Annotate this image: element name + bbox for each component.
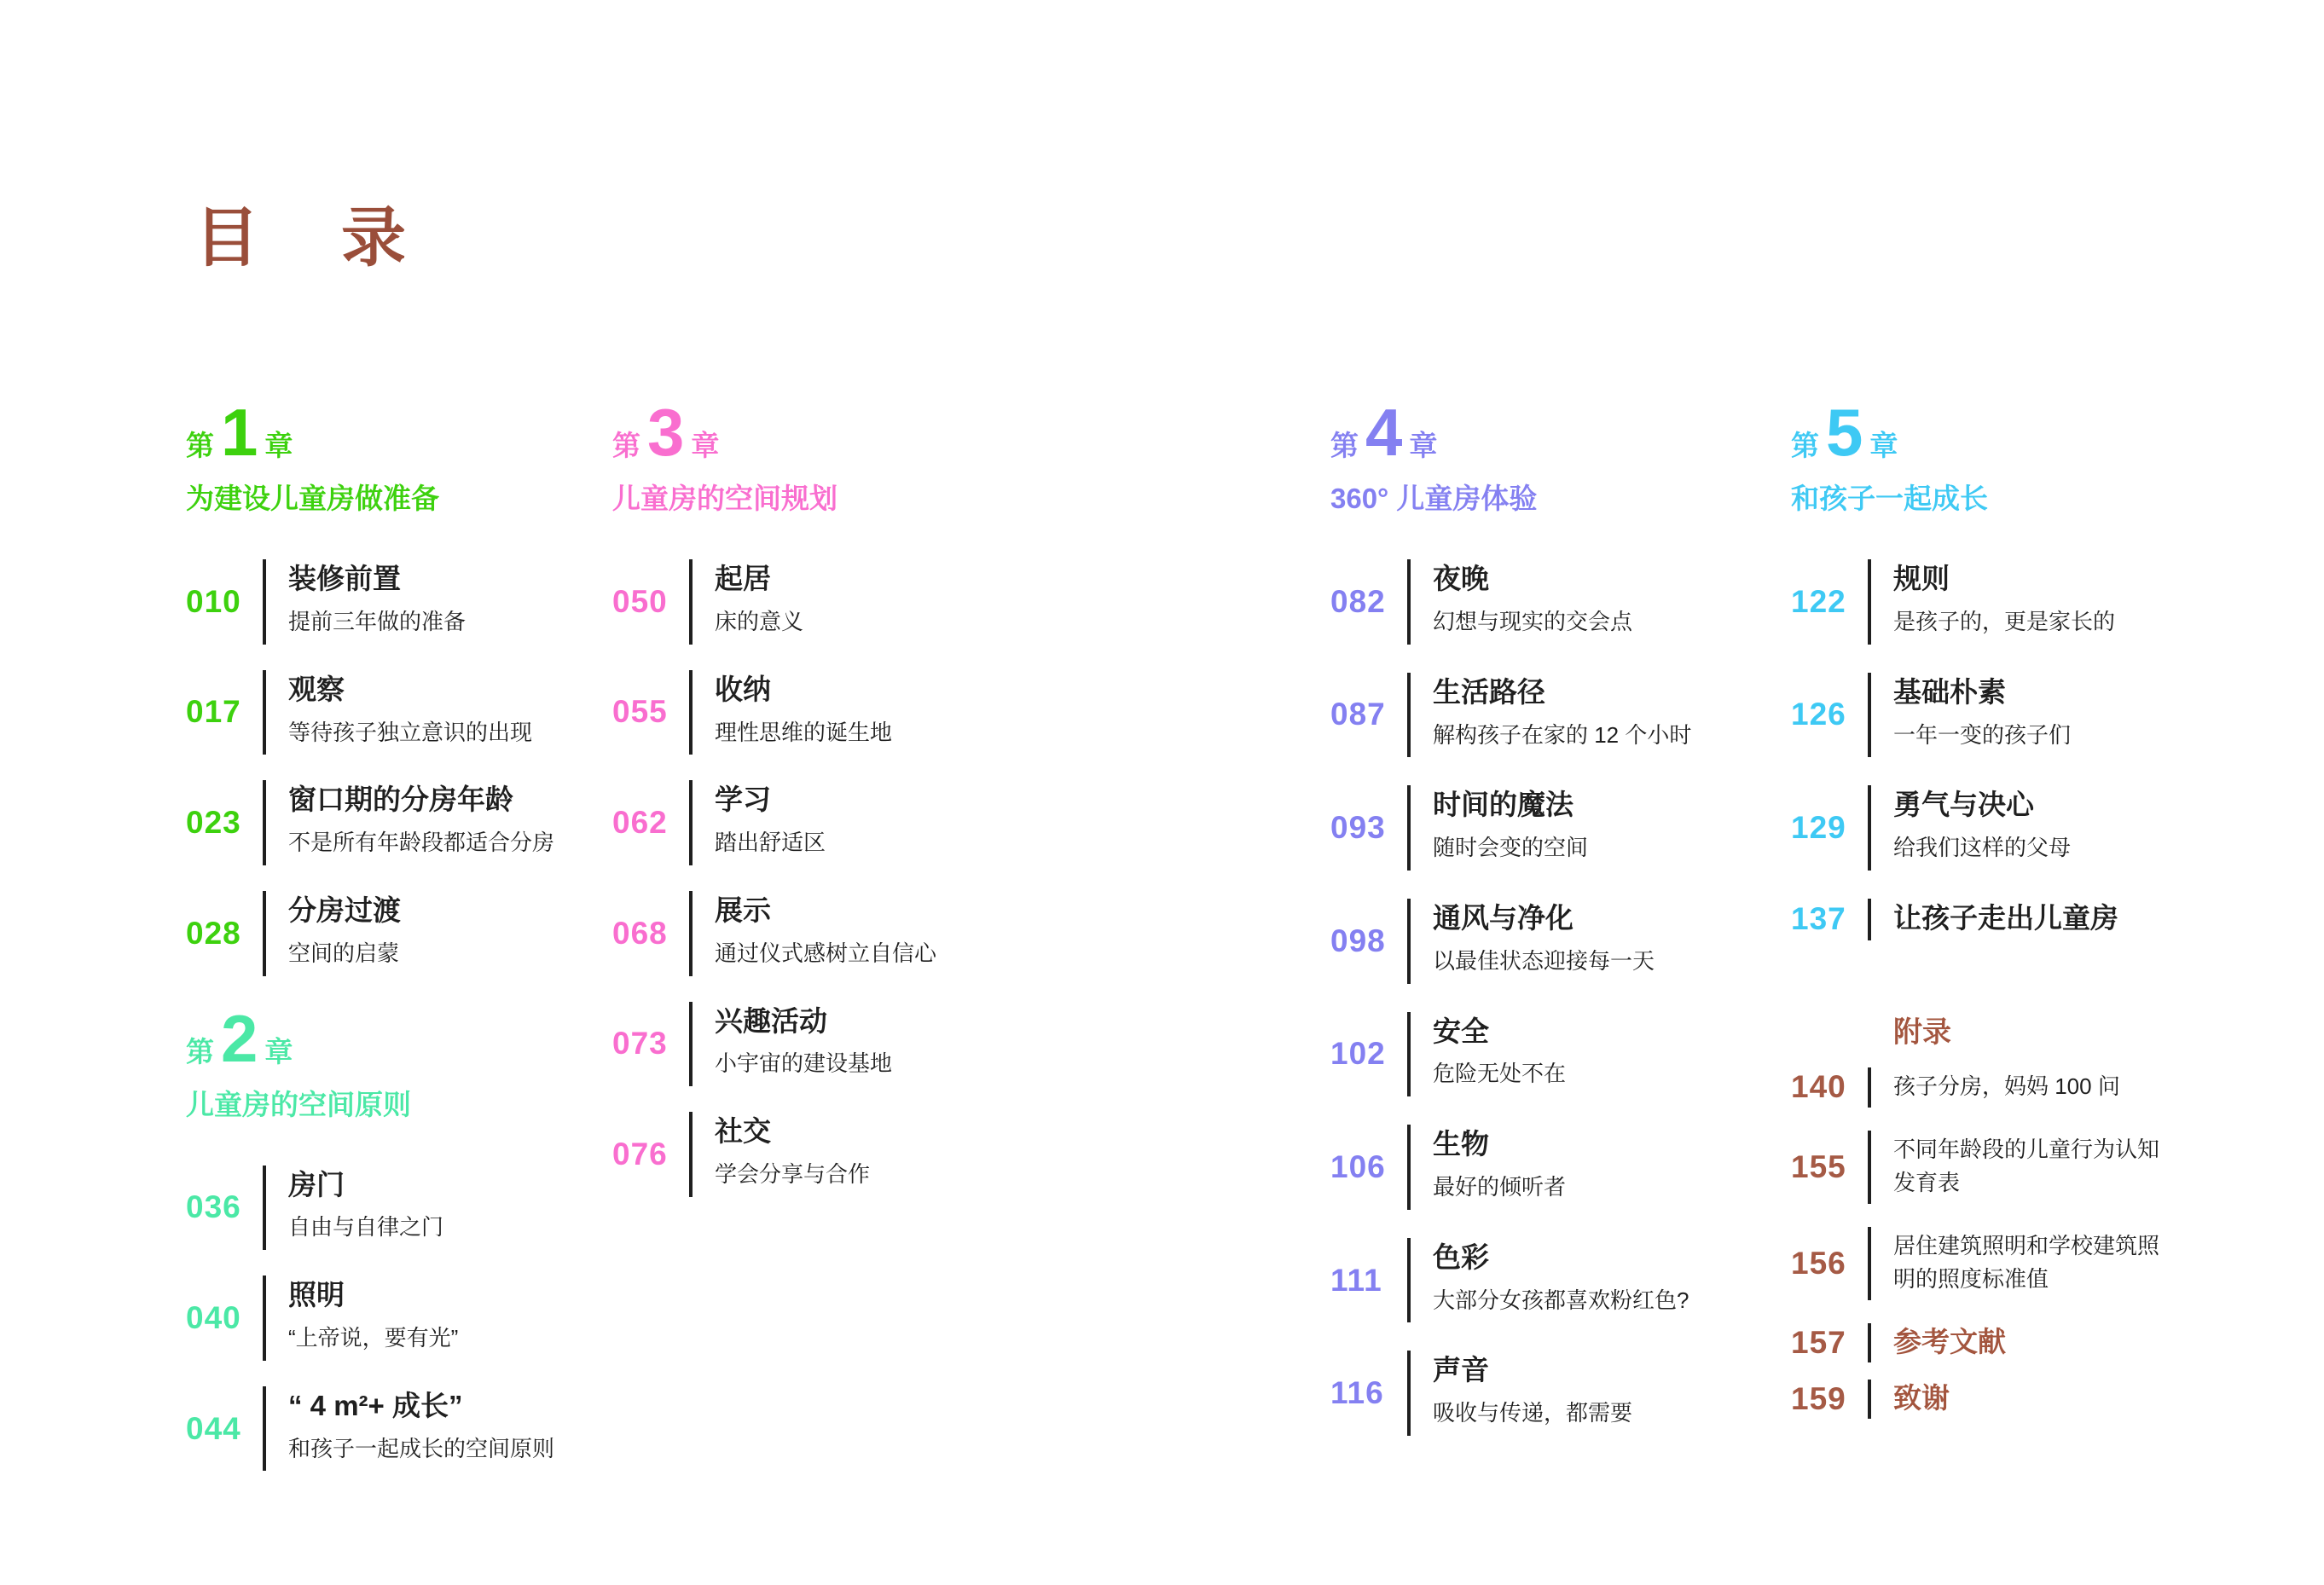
- entry-text: [1868, 1067, 2173, 1108]
- page-number: 157: [1791, 1324, 1846, 1360]
- toc-entry: [612, 1002, 1013, 1087]
- toc-entry: [186, 1166, 587, 1251]
- entry-text: [689, 559, 1013, 645]
- entry-text: [689, 1002, 1013, 1087]
- chapter-5-header: [1791, 395, 2173, 517]
- page-number: 098: [1330, 923, 1386, 958]
- entry-title: 生物: [1433, 1128, 1489, 1160]
- chapter-prefix: 第: [612, 430, 640, 461]
- page-number: 155: [1791, 1148, 1846, 1184]
- chapter-suffix: 章: [264, 430, 293, 461]
- entry-subtitle: 解构孩子在家的 12 个小时: [1433, 721, 1692, 748]
- entry-title: 起居: [715, 563, 771, 594]
- entry-text: [263, 670, 587, 755]
- page-number: 093: [1330, 810, 1386, 846]
- entry-subtitle: 大部分女孩都喜欢粉红色?: [1433, 1287, 1689, 1313]
- chapter-label: [1330, 395, 1795, 470]
- entry-subtitle: 理性思维的诞生地: [715, 719, 893, 745]
- appendix-entry: [1791, 1067, 2173, 1108]
- toc-entry: [1330, 673, 1795, 758]
- entry-title: 窗口期的分房年龄: [288, 784, 513, 816]
- chapter-2-entries: [186, 1166, 587, 1472]
- toc-entry: [186, 670, 587, 755]
- appendix-entry-text: 居住建筑照明和学校建筑照明的照度标准值: [1893, 1232, 2160, 1292]
- chapter-number: 4: [1365, 395, 1403, 470]
- entry-subtitle: “上帝说，要有光”: [288, 1325, 459, 1351]
- toc-entry: [612, 891, 1013, 976]
- entry-title: 学习: [715, 784, 771, 816]
- page-number: 028: [186, 915, 241, 951]
- toc-column-1: [186, 395, 587, 1496]
- chapter-label: [186, 1000, 587, 1076]
- chapter-4: [1330, 395, 1795, 1436]
- page-number: 068: [612, 915, 668, 951]
- chapter-2-header: [186, 1000, 587, 1123]
- chapter-suffix: 章: [1869, 430, 1898, 461]
- entry-title: 让孩子走出儿童房: [1893, 901, 2118, 934]
- chapter-3: [612, 395, 1013, 1197]
- page-number: 106: [1330, 1148, 1386, 1184]
- chapter-title: 为建设儿童房做准备: [186, 483, 439, 514]
- entry-title: 收纳: [715, 673, 771, 705]
- entry-title: 规则: [1893, 563, 1950, 594]
- toc-entry: [186, 780, 587, 865]
- toc-entry: [1330, 785, 1795, 871]
- page-number: 040: [186, 1299, 241, 1335]
- page-number: 073: [612, 1026, 668, 1061]
- entry-title: 生活路径: [1433, 675, 1545, 708]
- page-number: 087: [1330, 697, 1386, 732]
- entry-title: 声音: [1433, 1354, 1489, 1386]
- toc-entry: [186, 1386, 587, 1472]
- entry-subtitle: 和孩子一起成长的空间原则: [288, 1435, 555, 1461]
- appendix-entry-text: 致谢: [1893, 1381, 1950, 1414]
- entry-subtitle: 床的意义: [715, 608, 804, 634]
- appendix-section: [1791, 1009, 2173, 1419]
- appendix-entry-text: 参考文献: [1893, 1325, 2006, 1357]
- entry-subtitle: 最好的倾听者: [1433, 1174, 1567, 1200]
- page-number: 010: [186, 583, 241, 619]
- entry-title: 兴趣活动: [715, 1004, 827, 1037]
- appendix-entry: [1791, 1227, 2173, 1300]
- page-number: 023: [186, 805, 241, 841]
- chapter-prefix: 第: [186, 1035, 214, 1067]
- entry-title: “ 4 m²+ 成长”: [288, 1389, 463, 1421]
- entry-title: 基础朴素: [1893, 675, 2006, 708]
- entry-title: 安全: [1433, 1015, 1489, 1047]
- page-number: 156: [1791, 1245, 1846, 1281]
- chapter-title: 和孩子一起成长: [1791, 483, 1988, 514]
- page-number: 116: [1330, 1375, 1384, 1411]
- chapter-1-header: [186, 395, 587, 517]
- toc-entry: [1330, 1351, 1795, 1436]
- entry-subtitle: 吸收与传递，都需要: [1433, 1400, 1633, 1426]
- chapter-number: 5: [1826, 395, 1863, 470]
- chapter-3-header: [612, 395, 1013, 517]
- entry-subtitle: 危险无处不在: [1433, 1061, 1567, 1087]
- chapter-number: 2: [221, 1000, 258, 1076]
- toc-entry: [612, 559, 1013, 645]
- chapter-suffix: 章: [1409, 430, 1438, 461]
- entry-text: [689, 780, 1013, 865]
- toc-entry: [1330, 559, 1795, 645]
- entry-text: [1868, 1323, 2173, 1362]
- page-number: 082: [1330, 583, 1386, 619]
- chapter-number: 1: [221, 395, 258, 470]
- entry-title: 照明: [288, 1279, 345, 1311]
- entry-title: 房门: [288, 1168, 345, 1200]
- page-number: 159: [1791, 1380, 1846, 1416]
- entry-subtitle: 幻想与现实的交会点: [1433, 608, 1633, 634]
- entry-text: [1868, 785, 2173, 871]
- entry-title: 观察: [288, 673, 345, 705]
- appendix-entry: [1791, 1131, 2173, 1204]
- page-number: 126: [1791, 697, 1846, 732]
- toc-entry: [1791, 785, 2173, 871]
- entry-subtitle: 通过仪式感树立自信心: [715, 940, 937, 966]
- entry-subtitle: 提前三年做的准备: [288, 608, 467, 634]
- entry-subtitle: 踏出舒适区: [715, 830, 826, 856]
- page-number: 140: [1791, 1069, 1846, 1105]
- entry-subtitle: 学会分享与合作: [715, 1161, 871, 1188]
- chapter-suffix: 章: [691, 430, 720, 461]
- chapter-title: 儿童房的空间规划: [612, 483, 837, 514]
- chapter-suffix: 章: [264, 1035, 293, 1067]
- entry-text: [1868, 559, 2173, 645]
- entry-text: [263, 1386, 587, 1472]
- appendix-entry-text: 孩子分房，妈妈 100 问: [1893, 1073, 2120, 1099]
- toc-column-4: [1791, 395, 2173, 1436]
- chapter-4-entries: [1330, 559, 1795, 1436]
- appendix-entry-acknowledgements: [1791, 1380, 2173, 1419]
- entry-subtitle: 不是所有年龄段都适合分房: [288, 830, 555, 856]
- page-number: 076: [612, 1136, 668, 1171]
- entry-title: 夜晚: [1433, 563, 1489, 594]
- page-number: 111: [1330, 1262, 1382, 1298]
- entry-text: [689, 1112, 1013, 1197]
- chapter-1-entries: [186, 559, 587, 976]
- entry-subtitle: 小宇宙的建设基地: [715, 1050, 893, 1077]
- toc-entry: [1791, 899, 2173, 940]
- chapter-prefix: 第: [1330, 430, 1359, 461]
- entry-text: [1407, 899, 1795, 984]
- chapter-3-entries: [612, 559, 1013, 1197]
- entry-text: [1407, 1351, 1795, 1436]
- entry-text: [1407, 1238, 1795, 1323]
- page-number: 044: [186, 1410, 241, 1446]
- page-number: 055: [612, 694, 668, 730]
- appendix-entry-references: [1791, 1323, 2173, 1362]
- entry-subtitle: 是孩子的，更是家长的: [1893, 608, 2116, 634]
- entry-text: [263, 1166, 587, 1251]
- entry-text: [1868, 1380, 2173, 1419]
- entry-text: [1407, 559, 1795, 645]
- entry-text: [263, 780, 587, 865]
- page-number: 129: [1791, 810, 1846, 846]
- entry-subtitle: 给我们这样的父母: [1893, 835, 2072, 861]
- toc-entry: [612, 670, 1013, 755]
- entry-subtitle: 随时会变的空间: [1433, 835, 1589, 861]
- chapter-label: [1791, 395, 2173, 470]
- appendix-entries: [1791, 1067, 2173, 1419]
- page-number: 036: [186, 1189, 241, 1225]
- entry-title: 时间的魔法: [1433, 789, 1573, 821]
- chapter-label: [186, 395, 587, 470]
- toc-entry: [186, 559, 587, 645]
- entry-text: [1407, 673, 1795, 758]
- chapter-title: 360° 儿童房体验: [1330, 483, 1538, 514]
- toc-entry: [1791, 673, 2173, 758]
- chapter-5: [1791, 395, 2173, 940]
- toc-entry: [612, 1112, 1013, 1197]
- entry-text: [1868, 899, 2173, 940]
- entry-text: [1868, 673, 2173, 758]
- entry-title: 通风与净化: [1433, 901, 1573, 934]
- entry-title: 色彩: [1433, 1241, 1489, 1273]
- chapter-prefix: 第: [186, 430, 214, 461]
- toc-entry: [612, 780, 1013, 865]
- toc-entry: [1330, 1238, 1795, 1323]
- toc-entry: [186, 891, 587, 976]
- page-number: 062: [612, 805, 668, 841]
- entry-text: [1407, 785, 1795, 871]
- entry-title: 勇气与决心: [1893, 789, 2034, 821]
- chapter-number: 3: [647, 395, 685, 470]
- entry-text: [689, 670, 1013, 755]
- entry-text: [263, 1276, 587, 1361]
- page-number: 137: [1791, 901, 1846, 937]
- entry-subtitle: 空间的启蒙: [288, 940, 400, 966]
- page-number: 122: [1791, 583, 1846, 619]
- entry-text: [1868, 1227, 2173, 1300]
- entry-text: [689, 891, 1013, 976]
- toc-entry: [1791, 559, 2173, 645]
- page-number: 102: [1330, 1036, 1386, 1072]
- toc-entry: [186, 1276, 587, 1361]
- chapter-label: [612, 395, 1013, 470]
- entry-subtitle: 一年一变的孩子们: [1893, 721, 2072, 748]
- chapter-2: [186, 1000, 587, 1472]
- chapter-title: 儿童房的空间原则: [186, 1088, 411, 1120]
- entry-subtitle: 以最佳状态迎接每一天: [1433, 947, 1655, 974]
- chapter-5-entries: [1791, 559, 2173, 940]
- entry-text: [1868, 1131, 2173, 1204]
- entry-title: 分房过渡: [288, 894, 401, 926]
- chapter-4-header: [1330, 395, 1795, 517]
- toc-entry: [1330, 1125, 1795, 1210]
- entry-subtitle: 等待孩子独立意识的出现: [288, 719, 533, 745]
- appendix-entry-text: 不同年龄段的儿童行为认知发育表: [1893, 1136, 2160, 1195]
- toc-entry: [1330, 899, 1795, 984]
- entry-title: 社交: [715, 1115, 771, 1148]
- entry-text: [1407, 1125, 1795, 1210]
- chapter-1: [186, 395, 587, 976]
- toc-column-3: [1330, 395, 1795, 1464]
- entry-title: 装修前置: [288, 563, 401, 594]
- entry-text: [263, 559, 587, 645]
- entry-text: [263, 891, 587, 976]
- appendix-title: 附录: [1893, 1015, 1951, 1049]
- entry-title: 展示: [715, 894, 771, 926]
- toc-entry: [1330, 1012, 1795, 1097]
- toc-column-2: [612, 395, 1013, 1223]
- entry-subtitle: 自由与自律之门: [288, 1214, 444, 1241]
- entry-text: [1407, 1012, 1795, 1097]
- page-number: 050: [612, 583, 668, 619]
- page-number: 017: [186, 694, 241, 730]
- page-title: 目录: [194, 202, 488, 275]
- chapter-prefix: 第: [1791, 430, 1819, 461]
